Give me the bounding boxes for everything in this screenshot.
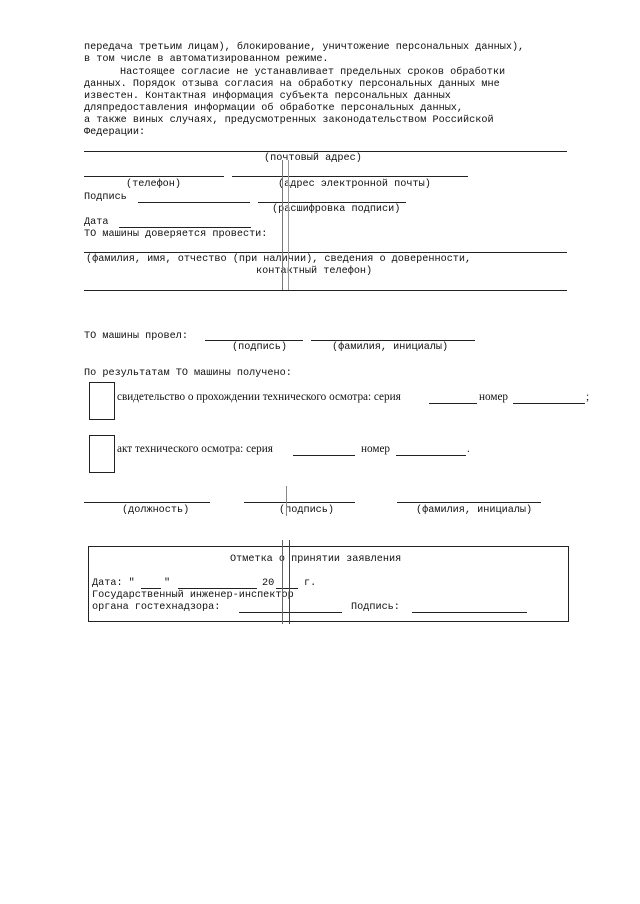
consent-line-5: а также виных случаях, предусмотренных законодательством Российской	[84, 115, 494, 126]
inspector-label-2: органа гостехнадзора:	[92, 602, 221, 613]
certificate-end: ;	[586, 391, 590, 403]
consent-line-2: данных. Порядок отзыва согласия на обработку персональных данных мне	[84, 79, 500, 90]
phone-line[interactable]	[84, 176, 224, 177]
act-checkbox[interactable]	[89, 435, 115, 473]
performed-label: ТО машины провел:	[84, 331, 188, 342]
performed-name-caption: (фамилия, инициалы)	[332, 342, 449, 353]
trustee-line[interactable]	[84, 252, 567, 253]
scan-fold-mark	[286, 486, 287, 516]
trust-label: ТО машины доверяется провести:	[84, 229, 268, 240]
certificate-text: свидетельство о прохождении технического осмотра: серия	[117, 391, 401, 403]
signature-line[interactable]	[138, 202, 250, 203]
trustee-caption-2: контактный телефон)	[256, 266, 373, 277]
certificate-checkbox[interactable]	[89, 382, 115, 420]
date-line[interactable]	[119, 227, 251, 228]
signature-decode-caption: (расшифровка подписи)	[272, 204, 401, 215]
inspector-label-1: Государственный инженер-инспектор	[92, 590, 294, 601]
scan-fold-mark	[289, 540, 290, 624]
acceptance-month-line[interactable]	[178, 588, 257, 589]
acceptance-year-prefix: 20	[262, 578, 275, 589]
trustee-line-2[interactable]	[84, 290, 567, 291]
intro-line-2: в том числе в автоматизированном режиме.	[84, 54, 329, 65]
consent-line-6: Федерации:	[84, 127, 146, 138]
consent-line-1: Настоящее согласие не устанавливает предельных сроков обработки	[120, 67, 506, 78]
act-end: .	[467, 443, 470, 455]
acceptance-date-quote: "	[164, 578, 171, 589]
acceptance-signature-label: Подпись:	[351, 602, 400, 613]
acceptance-title: Отметка о принятии заявления	[230, 554, 402, 565]
position-caption: (должность)	[122, 505, 190, 516]
act-number-label: номер	[361, 443, 391, 455]
act-series-line[interactable]	[293, 455, 355, 456]
date-label: Дата	[84, 217, 109, 228]
official-signature-line[interactable]	[244, 502, 355, 503]
performed-signature-line[interactable]	[205, 340, 303, 341]
scan-fold-mark	[282, 540, 283, 624]
signature-decode-line[interactable]	[258, 202, 406, 203]
act-number-line[interactable]	[396, 455, 466, 456]
trustee-caption-1: (фамилия, имя, отчество (при наличии), сведения о доверенности,	[86, 254, 472, 265]
acceptance-day-line[interactable]	[141, 588, 161, 589]
result-label: По результатам ТО машины получено:	[84, 368, 292, 379]
act-text: акт технического осмотра: серия	[117, 443, 273, 455]
consent-line-3: известен. Контактная информация субъекта персональных данных	[84, 91, 451, 102]
signature-label: Подпись	[84, 192, 127, 203]
inspector-name-line[interactable]	[239, 612, 342, 613]
scan-fold-mark	[288, 160, 289, 290]
performed-signature-caption: (подпись)	[232, 342, 288, 353]
official-name-caption: (фамилия, инициалы)	[416, 505, 533, 516]
postal-address-caption: (почтовый адрес)	[264, 153, 362, 164]
acceptance-year-suffix: г.	[304, 578, 317, 589]
postal-address-line[interactable]	[84, 151, 567, 152]
consent-line-4: дляпредоставления информации об обработке персональных данных,	[84, 103, 464, 114]
official-signature-caption: (подпись)	[279, 505, 335, 516]
official-name-line[interactable]	[397, 502, 541, 503]
acceptance-year-line[interactable]	[276, 588, 298, 589]
position-line[interactable]	[84, 502, 210, 503]
certificate-number-label: номер	[479, 391, 509, 403]
phone-caption: (телефон)	[126, 179, 182, 190]
certificate-series-line[interactable]	[429, 403, 477, 404]
acceptance-signature-line[interactable]	[412, 612, 527, 613]
scan-fold-mark	[282, 160, 283, 290]
email-line[interactable]	[232, 176, 468, 177]
performed-name-line[interactable]	[311, 340, 475, 341]
certificate-number-line[interactable]	[513, 403, 585, 404]
acceptance-date-label: Дата: "	[92, 578, 135, 589]
email-caption: (адрес электронной почты)	[278, 179, 431, 190]
intro-line-1: передача третьим лицам), блокирование, уничтожение персональных данных),	[84, 42, 525, 53]
